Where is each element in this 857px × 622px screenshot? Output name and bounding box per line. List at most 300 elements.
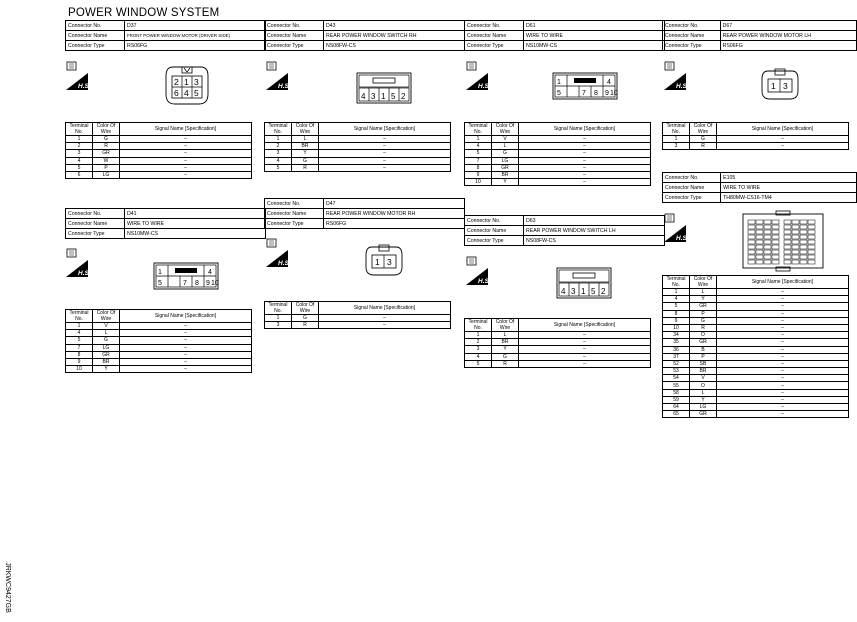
signal-name-cell: – xyxy=(319,322,451,329)
pin-label: 4 xyxy=(208,269,212,276)
diagram-code: JRKWC9427GB xyxy=(3,562,11,613)
connector-no-label: Connector No. xyxy=(265,199,324,209)
connector-info-d47 xyxy=(264,198,465,229)
signal-name-cell: – xyxy=(717,303,849,310)
terminal-no-cell: 1 xyxy=(66,323,93,330)
signal-name-cell: – xyxy=(120,150,252,157)
table-row xyxy=(663,332,849,339)
signal-table-d67 xyxy=(662,122,849,150)
table-row xyxy=(66,323,252,330)
connector-type-label: Connector Type xyxy=(66,41,125,51)
signal-name-cell: – xyxy=(120,330,252,337)
terminal-no-cell: 37 xyxy=(663,353,690,360)
wire-color-header: Color Of Wire xyxy=(292,302,319,315)
terminal-no-header: Terminal No. xyxy=(265,123,292,136)
signal-name-header: Signal Name [Specification] xyxy=(319,302,451,315)
pin-label: 7 xyxy=(183,280,187,287)
terminal-no-cell: 1 xyxy=(66,136,93,143)
connector-type-value: RS06FG xyxy=(324,219,465,229)
connector-name-label: Connector Name xyxy=(265,209,324,219)
connector-face-d43 xyxy=(356,72,412,104)
wire-color-cell: G xyxy=(492,353,519,360)
pin-label: 2 xyxy=(401,92,406,101)
connector-info-e105 xyxy=(662,172,857,203)
wire-color-cell: P xyxy=(690,353,717,360)
table-row xyxy=(663,396,849,403)
terminal-no-cell: 59 xyxy=(663,396,690,403)
pin-label: 5 xyxy=(194,88,199,98)
table-row xyxy=(66,330,252,337)
pin-label: 3 xyxy=(783,81,788,91)
hs-label: H.S. xyxy=(278,83,291,90)
signal-name-cell: – xyxy=(120,164,252,171)
connector-name-label: Connector Name xyxy=(265,31,324,41)
wire-color-cell: GR xyxy=(690,411,717,418)
table-row xyxy=(663,136,849,143)
wire-color-cell: L xyxy=(93,330,120,337)
table-row xyxy=(465,360,651,367)
terminal-no-cell: 1 xyxy=(265,136,292,143)
wire-color-cell: BR xyxy=(292,143,319,150)
terminal-no-cell: 3 xyxy=(465,346,492,353)
wire-color-cell: LG xyxy=(93,344,120,351)
terminal-no-cell: 4 xyxy=(66,157,93,164)
table-row xyxy=(265,315,451,322)
table-row xyxy=(465,353,651,360)
pin-label: 8 xyxy=(594,90,598,97)
signal-table-d61 xyxy=(464,122,651,186)
hs-label: H.S. xyxy=(676,235,689,242)
connector-no-value: D43 xyxy=(324,21,465,31)
hs-label: H.S. xyxy=(78,83,91,90)
wire-color-cell: GR xyxy=(93,351,120,358)
signal-name-cell: – xyxy=(120,358,252,365)
connector-type-value: NS08FW-CS xyxy=(524,236,665,246)
connector-face-d61 xyxy=(552,72,618,100)
wire-color-header: Color Of Wire xyxy=(690,123,717,136)
pin-label: 9 xyxy=(605,90,609,97)
table-row xyxy=(465,332,651,339)
terminal-no-cell: 1 xyxy=(265,315,292,322)
connector-info-d67 xyxy=(662,20,857,51)
signal-name-cell: – xyxy=(120,351,252,358)
connector-name-value: REAR POWER WINDOW SWITCH LH xyxy=(524,226,665,236)
terminal-no-cell: 8 xyxy=(663,310,690,317)
connector-info-d37 xyxy=(65,20,266,51)
connector-type-label: Connector Type xyxy=(663,41,721,51)
signal-name-cell: – xyxy=(519,164,651,171)
connector-type-value: RS06FG xyxy=(720,41,856,51)
terminal-no-cell: 5 xyxy=(66,164,93,171)
table-row xyxy=(465,339,651,346)
terminal-no-cell: 3 xyxy=(265,150,292,157)
harness-side-icon xyxy=(466,256,492,286)
harness-side-icon xyxy=(66,248,92,278)
connector-name-label: Connector Name xyxy=(663,183,721,193)
table-row xyxy=(663,360,849,367)
terminal-no-cell: 5 xyxy=(66,337,93,344)
hs-label: H.S. xyxy=(676,83,689,90)
table-row xyxy=(465,164,651,171)
table-row xyxy=(465,346,651,353)
terminal-no-cell: 5 xyxy=(265,164,292,171)
table-row xyxy=(663,324,849,331)
table-row xyxy=(465,157,651,164)
terminal-no-cell: 10 xyxy=(465,179,492,186)
signal-name-cell: – xyxy=(120,143,252,150)
wire-color-cell: Y xyxy=(690,296,717,303)
table-row xyxy=(66,150,252,157)
signal-name-cell: – xyxy=(519,136,651,143)
signal-name-cell: – xyxy=(519,143,651,150)
table-row xyxy=(66,344,252,351)
hs-label: H.S. xyxy=(478,278,491,285)
harness-side-icon xyxy=(66,61,92,91)
pin-label: 1 xyxy=(557,79,561,86)
signal-name-cell: – xyxy=(319,143,451,150)
pin-label: 4 xyxy=(361,92,366,101)
terminal-no-cell: 5 xyxy=(465,150,492,157)
signal-name-header: Signal Name [Specification] xyxy=(120,123,252,136)
terminal-no-cell: 4 xyxy=(465,143,492,150)
signal-name-cell: – xyxy=(519,332,651,339)
signal-name-cell: – xyxy=(519,157,651,164)
connector-type-label: Connector Type xyxy=(265,219,324,229)
wire-color-cell: G xyxy=(93,337,120,344)
connector-type-label: Connector Type xyxy=(265,41,324,51)
table-row xyxy=(66,171,252,178)
connector-type-value: RS06FG xyxy=(125,41,266,51)
signal-table-d37 xyxy=(65,122,252,179)
wire-color-cell: P xyxy=(690,310,717,317)
terminal-no-cell: 8 xyxy=(465,164,492,171)
table-row xyxy=(663,296,849,303)
signal-name-cell: – xyxy=(120,366,252,373)
connector-name-value: WIRE TO WIRE xyxy=(125,219,266,229)
pin-label: 3 xyxy=(387,257,392,267)
signal-name-cell: – xyxy=(717,375,849,382)
table-row xyxy=(66,351,252,358)
signal-name-cell: – xyxy=(717,317,849,324)
connector-name-label: Connector Name xyxy=(663,31,721,41)
table-row xyxy=(465,136,651,143)
pin-label: 5 xyxy=(557,90,561,97)
table-row xyxy=(66,136,252,143)
connector-no-label: Connector No. xyxy=(465,21,524,31)
pin-label: 2 xyxy=(601,287,606,296)
terminal-no-header: Terminal No. xyxy=(265,302,292,315)
connector-no-value: D67 xyxy=(720,21,856,31)
wire-color-cell: L xyxy=(492,143,519,150)
wire-color-cell: R xyxy=(292,164,319,171)
wire-color-cell: BR xyxy=(93,358,120,365)
pin-label: 4 xyxy=(184,88,189,98)
wire-color-cell: B xyxy=(690,346,717,353)
connector-no-label: Connector No. xyxy=(66,21,125,31)
signal-name-cell: – xyxy=(120,344,252,351)
signal-name-cell: – xyxy=(717,289,849,296)
wire-color-cell: R xyxy=(690,143,717,150)
connector-no-value: E105 xyxy=(721,173,857,183)
wire-color-cell: GR xyxy=(492,164,519,171)
terminal-no-cell: 7 xyxy=(66,344,93,351)
connector-type-value: NS08FW-CS xyxy=(324,41,465,51)
signal-name-header: Signal Name [Specification] xyxy=(519,319,651,332)
pin-label: 1 xyxy=(158,269,162,276)
pin-label: 4 xyxy=(607,79,611,86)
signal-table-d43 xyxy=(264,122,451,172)
pin-label: 2 xyxy=(174,77,179,87)
table-row xyxy=(66,143,252,150)
wire-color-cell: V xyxy=(492,136,519,143)
table-row xyxy=(265,164,451,171)
connector-type-value: NS10MW-CS xyxy=(524,41,665,51)
terminal-no-header: Terminal No. xyxy=(66,310,93,323)
hs-label: H.S. xyxy=(78,270,91,277)
connector-type-value: NS10MW-CS xyxy=(125,229,266,239)
signal-name-cell: – xyxy=(319,136,451,143)
connector-no-value: D61 xyxy=(524,21,665,31)
terminal-no-cell: 1 xyxy=(663,136,690,143)
page-title: POWER WINDOW SYSTEM xyxy=(68,7,220,19)
table-row xyxy=(663,368,849,375)
table-row xyxy=(663,303,849,310)
table-row xyxy=(265,143,451,150)
pin-label: 5 xyxy=(158,280,162,287)
connector-name-label: Connector Name xyxy=(66,31,125,41)
pin-label: 9 xyxy=(206,280,210,287)
table-row xyxy=(663,317,849,324)
hs-label: H.S. xyxy=(478,83,491,90)
pin-label: 7 xyxy=(582,90,586,97)
wire-color-cell: GR xyxy=(93,150,120,157)
signal-name-cell: – xyxy=(717,324,849,331)
wire-color-cell: O xyxy=(690,332,717,339)
terminal-no-header: Terminal No. xyxy=(465,319,492,332)
table-row xyxy=(663,143,849,150)
signal-name-cell: – xyxy=(519,360,651,367)
terminal-no-cell: 1 xyxy=(465,332,492,339)
wire-color-cell: LG xyxy=(93,171,120,178)
wire-color-cell: Y xyxy=(690,396,717,403)
terminal-no-cell: 2 xyxy=(265,143,292,150)
terminal-no-header: Terminal No. xyxy=(663,276,690,289)
signal-name-cell: – xyxy=(717,404,849,411)
connector-face-d37 xyxy=(163,64,211,106)
wire-color-cell: W xyxy=(93,157,120,164)
signal-name-cell: – xyxy=(717,360,849,367)
pin-label: 3 xyxy=(194,77,199,87)
wire-color-cell: G xyxy=(292,315,319,322)
terminal-no-cell: 4 xyxy=(66,330,93,337)
wire-color-cell: Y xyxy=(93,366,120,373)
wire-color-cell: V xyxy=(93,323,120,330)
connector-no-label: Connector No. xyxy=(265,21,324,31)
wire-color-cell: G xyxy=(93,136,120,143)
table-row xyxy=(663,404,849,411)
signal-name-cell: – xyxy=(717,396,849,403)
connector-no-value: D47 xyxy=(324,199,465,209)
signal-name-cell: – xyxy=(120,323,252,330)
wire-color-cell: L xyxy=(292,136,319,143)
signal-name-cell: – xyxy=(519,353,651,360)
connector-no-label: Connector No. xyxy=(465,216,524,226)
table-row xyxy=(465,179,651,186)
pin-label: 5 xyxy=(591,287,596,296)
terminal-no-cell: 58 xyxy=(663,389,690,396)
signal-table-d41 xyxy=(65,309,252,373)
connector-name-value: REAR POWER WINDOW MOTOR RH xyxy=(324,209,465,219)
signal-name-cell: – xyxy=(319,164,451,171)
table-row xyxy=(66,164,252,171)
wire-color-cell: BR xyxy=(690,368,717,375)
wire-color-cell: GR xyxy=(690,303,717,310)
pin-label: 10 xyxy=(211,280,219,287)
wire-color-cell: O xyxy=(690,382,717,389)
table-row xyxy=(663,339,849,346)
pin-label: 5 xyxy=(391,92,396,101)
connector-face-d67 xyxy=(760,67,800,101)
terminal-no-cell: 2 xyxy=(66,143,93,150)
wire-color-cell: R xyxy=(93,143,120,150)
harness-side-icon xyxy=(664,61,690,91)
wire-color-cell: Y xyxy=(492,346,519,353)
signal-name-cell: – xyxy=(120,136,252,143)
terminal-no-cell: 4 xyxy=(265,157,292,164)
wire-color-cell: G xyxy=(690,136,717,143)
wire-color-cell: V xyxy=(690,375,717,382)
wire-color-cell: R xyxy=(292,322,319,329)
harness-side-icon xyxy=(266,238,292,268)
connector-name-label: Connector Name xyxy=(465,31,524,41)
terminal-no-cell: 35 xyxy=(663,339,690,346)
wire-color-cell: G xyxy=(492,150,519,157)
connector-no-value: D63 xyxy=(524,216,665,226)
terminal-no-cell: 2 xyxy=(465,339,492,346)
connector-face-d41 xyxy=(153,262,219,290)
table-row xyxy=(465,143,651,150)
signal-name-cell: – xyxy=(717,346,849,353)
terminal-no-cell: 6 xyxy=(66,171,93,178)
connector-no-value: D41 xyxy=(125,209,266,219)
pin-label: 3 xyxy=(571,287,576,296)
terminal-no-cell: 10 xyxy=(663,324,690,331)
table-row xyxy=(66,157,252,164)
wire-color-cell: BR xyxy=(492,339,519,346)
connector-name-value: REAR POWER WINDOW SWITCH RH xyxy=(324,31,465,41)
terminal-no-cell: 54 xyxy=(663,375,690,382)
signal-name-cell: – xyxy=(519,339,651,346)
signal-name-header: Signal Name [Specification] xyxy=(717,276,849,289)
pin-label: 8 xyxy=(195,280,199,287)
terminal-no-cell: 9 xyxy=(465,171,492,178)
pin-label: 4 xyxy=(561,287,566,296)
signal-name-cell: – xyxy=(717,411,849,418)
wire-color-header: Color Of Wire xyxy=(93,310,120,323)
terminal-no-cell: 9 xyxy=(663,317,690,324)
harness-side-icon xyxy=(664,213,690,243)
terminal-no-cell: 36 xyxy=(663,346,690,353)
signal-name-cell: – xyxy=(717,389,849,396)
table-row xyxy=(663,310,849,317)
wire-color-cell: L xyxy=(690,389,717,396)
connector-face-e105 xyxy=(740,210,826,272)
signal-name-header: Signal Name [Specification] xyxy=(717,123,849,136)
harness-side-icon xyxy=(266,61,292,91)
signal-name-cell: – xyxy=(717,332,849,339)
table-row xyxy=(265,157,451,164)
pin-label: 6 xyxy=(174,88,179,98)
table-row xyxy=(663,375,849,382)
harness-side-icon xyxy=(466,61,492,91)
table-row xyxy=(465,150,651,157)
signal-name-cell: – xyxy=(717,353,849,360)
connector-name-value: WIRE TO WIRE xyxy=(721,183,857,193)
table-row xyxy=(66,358,252,365)
signal-name-cell: – xyxy=(319,315,451,322)
wire-color-header: Color Of Wire xyxy=(93,123,120,136)
terminal-no-cell: 5 xyxy=(465,360,492,367)
connector-type-label: Connector Type xyxy=(663,193,721,203)
signal-name-cell: – xyxy=(519,171,651,178)
pin-label: 1 xyxy=(184,77,189,87)
wire-color-cell: GR xyxy=(690,339,717,346)
terminal-no-header: Terminal No. xyxy=(465,123,492,136)
signal-name-cell: – xyxy=(717,339,849,346)
signal-name-cell: – xyxy=(519,179,651,186)
terminal-no-cell: 65 xyxy=(663,411,690,418)
wire-color-cell: Y xyxy=(292,150,319,157)
wire-color-cell: Y xyxy=(492,179,519,186)
terminal-no-cell: 34 xyxy=(663,332,690,339)
connector-name-value: WIRE TO WIRE xyxy=(524,31,665,41)
connector-no-label: Connector No. xyxy=(663,21,721,31)
connector-no-value: D37 xyxy=(125,21,266,31)
terminal-no-header: Terminal No. xyxy=(663,123,690,136)
pin-label: 1 xyxy=(581,287,586,296)
connector-type-value: TH80MW-CS16-TM4 xyxy=(721,193,857,203)
pin-label: 3 xyxy=(371,92,376,101)
pin-label: 1 xyxy=(771,81,776,91)
table-row xyxy=(663,411,849,418)
signal-name-cell: – xyxy=(120,337,252,344)
signal-table-e105 xyxy=(662,275,849,418)
wire-color-cell: G xyxy=(292,157,319,164)
pin-label: 1 xyxy=(375,257,380,267)
wire-color-cell: R xyxy=(690,324,717,331)
connector-info-d41 xyxy=(65,208,266,239)
terminal-no-cell: 3 xyxy=(66,150,93,157)
signal-name-cell: – xyxy=(120,171,252,178)
terminal-no-cell: 1 xyxy=(663,289,690,296)
connector-info-d43 xyxy=(264,20,465,51)
terminal-no-cell: 3 xyxy=(663,143,690,150)
wire-color-header: Color Of Wire xyxy=(690,276,717,289)
wire-color-header: Color Of Wire xyxy=(492,319,519,332)
connector-type-label: Connector Type xyxy=(465,41,524,51)
signal-name-header: Signal Name [Specification] xyxy=(319,123,451,136)
connector-name-label: Connector Name xyxy=(66,219,125,229)
connector-name-value: FRONT POWER WINDOW MOTOR (DRIVER SIDE) xyxy=(125,31,266,41)
signal-name-header: Signal Name [Specification] xyxy=(120,310,252,323)
hs-label: H.S. xyxy=(278,260,291,267)
table-row xyxy=(265,136,451,143)
wire-color-cell: L xyxy=(492,332,519,339)
connector-type-label: Connector Type xyxy=(465,236,524,246)
signal-name-cell: – xyxy=(717,143,849,150)
signal-name-cell: – xyxy=(319,150,451,157)
terminal-no-cell: 4 xyxy=(465,353,492,360)
